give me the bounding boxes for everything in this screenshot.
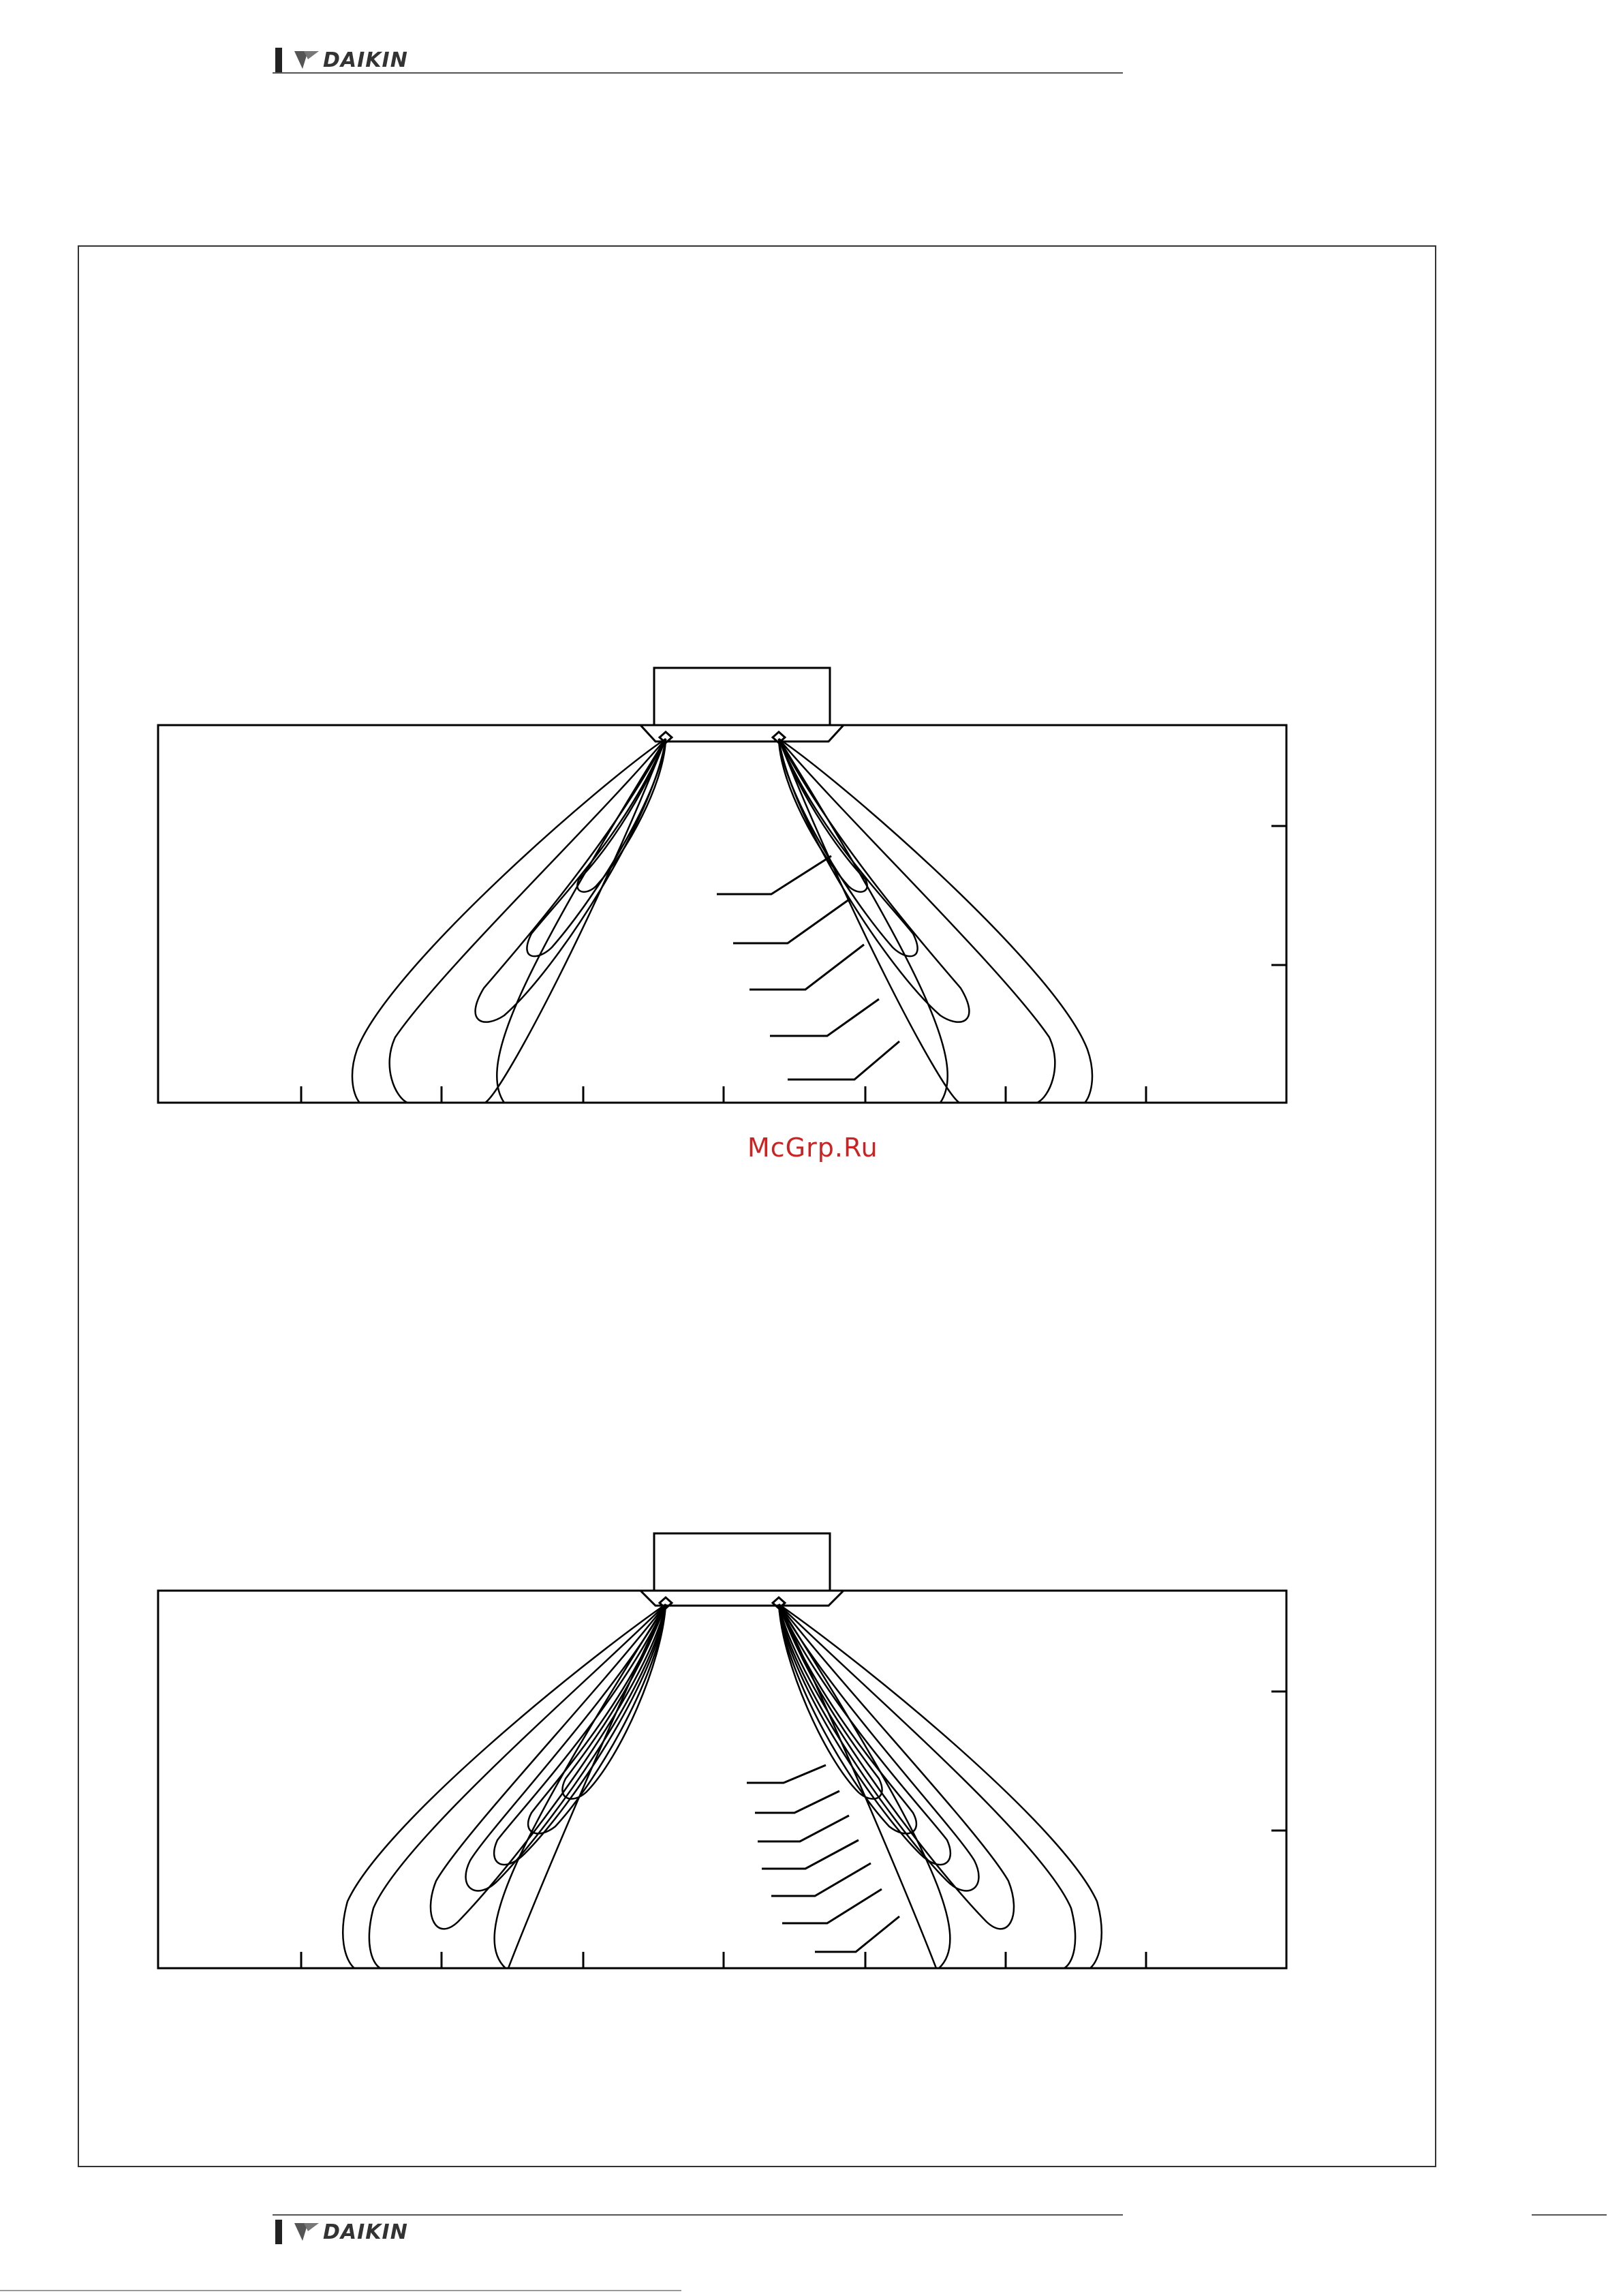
room-outline xyxy=(158,1591,1286,1968)
brand-name-footer: DAIKIN xyxy=(323,2220,408,2244)
room-outline xyxy=(158,725,1286,1103)
brand-name-header: DAIKIN xyxy=(323,48,408,72)
indoor-unit-outline xyxy=(654,668,830,725)
right-ticks xyxy=(1271,1692,1286,1831)
leader-lines-1 xyxy=(717,856,899,1080)
right-jet-contours xyxy=(779,739,1092,1103)
daikin-logo-icon xyxy=(293,50,320,70)
left-jet-contours xyxy=(352,739,666,1103)
watermark: McGrp.Ru xyxy=(747,1133,878,1163)
daikin-logo-footer xyxy=(275,2220,408,2244)
bottom-ticks xyxy=(301,1952,1146,1968)
right-ticks xyxy=(1271,826,1286,965)
left-jet-contours xyxy=(343,1604,666,1968)
bottom-edge-strip xyxy=(0,2290,681,2291)
page-corner-rule xyxy=(1532,2214,1607,2216)
logo-bar xyxy=(275,2220,282,2244)
right-jet-contours xyxy=(779,1604,1102,1968)
indoor-unit-outline xyxy=(654,1533,830,1591)
daikin-logo-header xyxy=(275,48,408,72)
air-throw-diagram-2 xyxy=(0,1520,1623,1983)
footer-rule xyxy=(273,2214,1123,2216)
logo-bar xyxy=(275,48,282,72)
air-throw-diagram-1 xyxy=(0,654,1623,1118)
bottom-ticks xyxy=(301,1086,1146,1103)
header-rule xyxy=(273,72,1123,74)
daikin-logo-icon xyxy=(293,2222,320,2242)
